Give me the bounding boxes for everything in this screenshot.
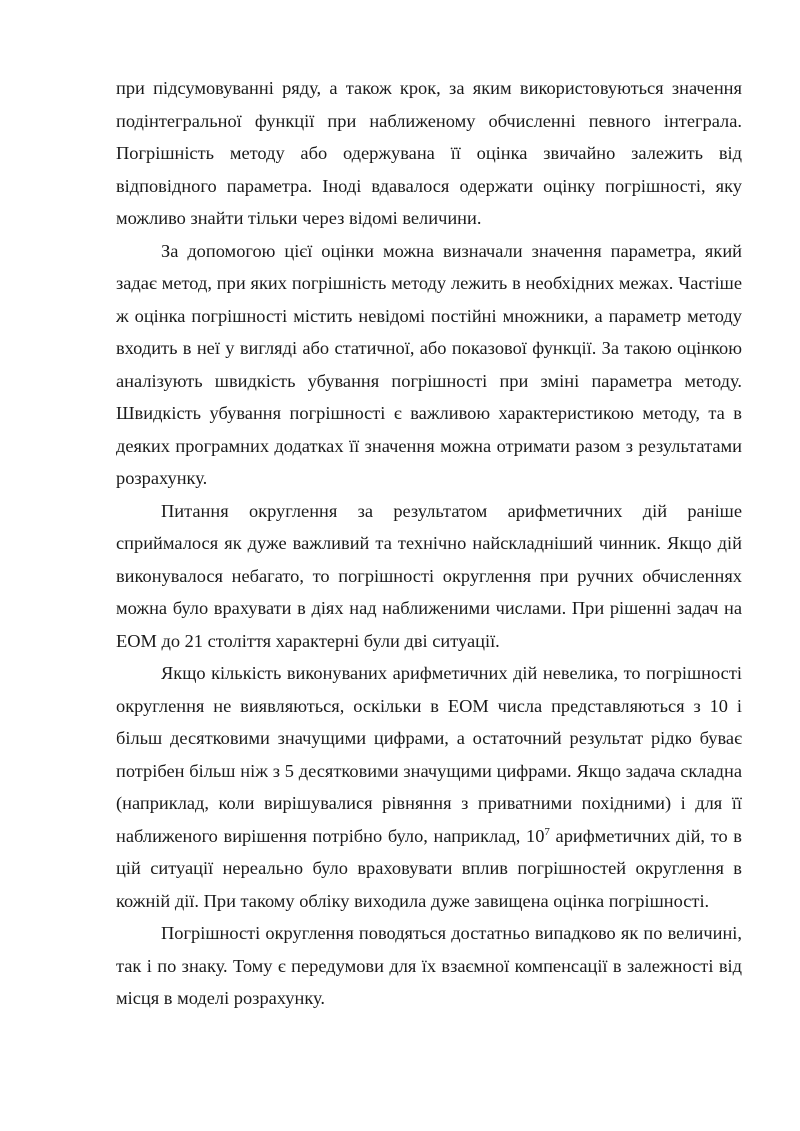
exponent-superscript: 7 — [544, 825, 550, 838]
paragraph-1: при підсумовуванні ряду, а також крок, за яким використовуються значення подінтегральної функції при наближеному обчисленні певного інтеграла. Погрішність методу або одержувана її оцінка звичайно залежить від відповідного параметра. Іноді вдавалося одержати оцінку погрішності, яку можливо знайти тільки через відомі величини. — [116, 78, 742, 228]
paragraph-4 — [116, 657, 742, 917]
paragraph-5: Погрішності округлення поводяться достатньо випадково як по величині, так і по знаку. Тому є передумови для їх взаємної компенсації в залежності від місця в моделі розрахунку. — [116, 923, 742, 1008]
paragraph-4-text-after: арифметичних дій, то в цій ситуації нереально було враховувати вплив погрішностей округлення в кожній дії. При такому обліку виходила дуже завищена оцінка погрішності. — [116, 825, 742, 911]
paragraph-3: Питання округлення за результатом арифметичних дій раніше сприймалося як дуже важливий та технічно найскладніший чинник. Якщо дій виконувалося небагато, то погрішності округлення при ручних обчисленнях можна було врахувати в діях над наближеними числами. При рішенні задач на ЕОМ до 21 століття характерні були дві ситуації. — [116, 500, 742, 651]
document-page — [116, 72, 742, 1015]
paragraph-4-text-before: Якщо кількість виконуваних арифметичних дій невелика, то погрішності округлення не виявляються, оскільки в ЕОМ числа представляються з 10 і більш десятковими значущими цифрами, а остаточний результат рідко буває потрібен більш ніж з 5 десятковими значущими цифрами. Якщо задача складна (наприклад, коли вирішувалися рівняння з приватними похідними) і для її наближеного вирішення потрібно було, наприклад, 10 — [116, 663, 742, 846]
paragraph-2: За допомогою цієї оцінки можна визначали значення параметра, який задає метод, при яких погрішність методу лежить в необхідних межах. Частіше ж оцінка погрішності містить невідомі постійні множники, а параметр методу входить в неї у вигляді або статичної, або показової функції. За такою оцінкою аналізують швидкість убування погрішності при зміні параметра методу. Швидкість убування погрішності є важливою характеристикою методу, та в деяких програмних додатках її значення можна отримати разом з результатами розрахунку. — [116, 240, 742, 488]
